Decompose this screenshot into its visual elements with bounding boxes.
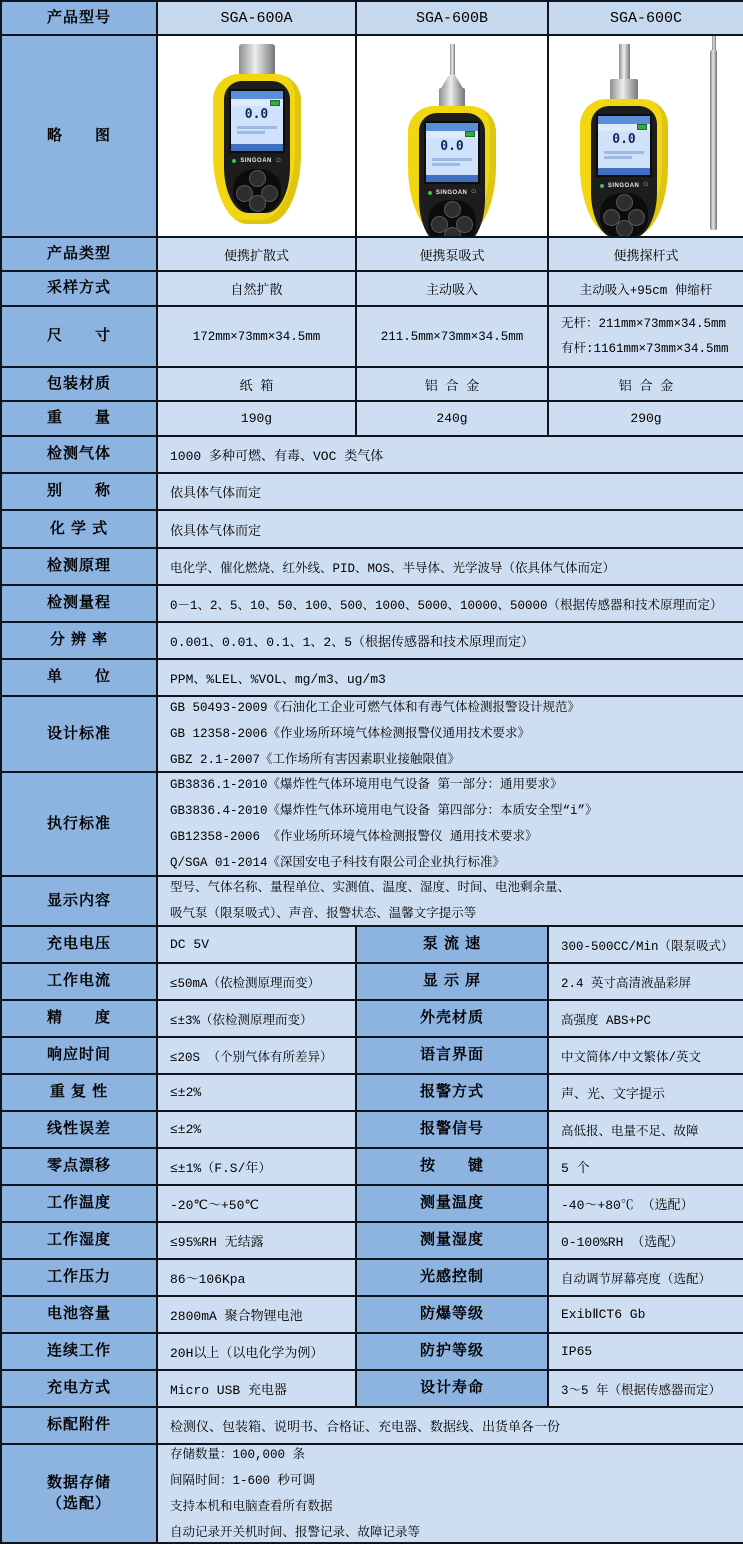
table-row xyxy=(2,368,743,402)
row-label: 按 键 xyxy=(357,1149,549,1186)
row-value: 自然扩散 xyxy=(158,272,357,307)
row-value: 自动调节屏幕亮度（选配） xyxy=(549,1260,743,1297)
row-value: 主动吸入 xyxy=(357,272,549,307)
product-image-sga-600b xyxy=(357,36,549,238)
row-label: 包装材质 xyxy=(2,368,158,402)
row-label: 线性误差 xyxy=(2,1112,158,1149)
model-name-sga-600b: SGA-600B xyxy=(357,2,549,36)
screen-bottom-bar xyxy=(231,144,283,151)
row-value: 3～5 年（根据传感器而定） xyxy=(549,1371,743,1408)
table-row xyxy=(2,1075,743,1112)
device-screen xyxy=(229,89,285,153)
row-value: ≤±3%（依检测原理而变） xyxy=(158,1001,357,1038)
row-label: 电池容量 xyxy=(2,1297,158,1334)
row-value: PPM、%LEL、%VOL、mg/m3、ug/m3 xyxy=(158,660,743,697)
table-row xyxy=(2,511,743,549)
row-label-line: （选配） xyxy=(47,1494,111,1514)
storage-line: 间隔时间：1-600 秒可调 xyxy=(170,1468,315,1494)
row-value: ≤±2% xyxy=(158,1112,357,1149)
button-cluster xyxy=(428,200,476,238)
row-value: 0-100%RH （选配） xyxy=(549,1223,743,1260)
screen-reading: 0.0 xyxy=(598,131,650,149)
row-value xyxy=(158,697,743,773)
row-label: 检测气体 xyxy=(2,437,158,474)
row-value: 中文简体/中文繁体/英文 xyxy=(549,1038,743,1075)
dimension-line: 有杆:1161mm×73mm×34.5mm xyxy=(561,337,729,362)
standard-line: GB12358-2006 《作业场所环境气体检测报警仪 通用技术要求》 xyxy=(170,824,538,850)
row-value: ≤±1%（F.S/年） xyxy=(158,1149,357,1186)
table-row xyxy=(2,1371,743,1408)
storage-line: 存储数量：100,000 条 xyxy=(170,1445,305,1468)
table-row-header xyxy=(2,2,743,36)
table-row xyxy=(2,1186,743,1223)
row-label: 报警信号 xyxy=(357,1112,549,1149)
table-row xyxy=(2,660,743,697)
row-label: 报警方式 xyxy=(357,1075,549,1112)
row-label: 泵 流 速 xyxy=(357,927,549,964)
row-value: 290g xyxy=(549,402,743,437)
menu-button-icon xyxy=(249,170,266,187)
telescopic-rod-icon xyxy=(710,50,717,230)
table-row xyxy=(2,1001,743,1038)
table-row xyxy=(2,238,743,272)
standard-line: GB 50493-2009《石油化工企业可燃气体和有毒气体检测报警设计规范》 xyxy=(170,697,580,721)
row-label: 精 度 xyxy=(2,1001,158,1038)
table-row xyxy=(2,1408,743,1445)
row-value xyxy=(549,307,743,368)
row-value: 5 个 xyxy=(549,1149,743,1186)
row-label: 零点漂移 xyxy=(2,1149,158,1186)
row-value: -40～+80℃ （选配） xyxy=(549,1186,743,1223)
row-label: 单 位 xyxy=(2,660,158,697)
row-label: 工作电流 xyxy=(2,964,158,1001)
sensor-cap-icon xyxy=(610,79,638,101)
row-value: 检测仪、包装箱、说明书、合格证、充电器、数据线、出货单各一份 xyxy=(158,1408,743,1445)
row-value: 190g xyxy=(158,402,357,437)
row-label: 语言界面 xyxy=(357,1038,549,1075)
row-label: 重 复 性 xyxy=(2,1075,158,1112)
table-row xyxy=(2,1260,743,1297)
standard-line: GB 12358-2006《作业场所环境气体检测报警仪通用技术要求》 xyxy=(170,721,530,747)
row-label: 工作湿度 xyxy=(2,1223,158,1260)
model-name-sga-600a: SGA-600A xyxy=(158,2,357,36)
table-row xyxy=(2,474,743,511)
row-label: 工作压力 xyxy=(2,1260,158,1297)
row-label: 显示内容 xyxy=(2,877,158,927)
row-value: ExibⅡCT6 Gb xyxy=(549,1297,743,1334)
table-row xyxy=(2,307,743,368)
brand-text: SINGOAN xyxy=(608,183,640,189)
standard-line: GB3836.4-2010《爆炸性气体环境用电气设备 第四部分：本质安全型“i”》 xyxy=(170,798,598,824)
row-label: 充电方式 xyxy=(2,1371,158,1408)
row-value: DC 5V xyxy=(158,927,357,964)
probe-cone-icon xyxy=(441,75,463,88)
display-content-line: 型号、气体名称、量程单位、实测值、温度、湿度、时间、电池剩余量、 xyxy=(170,877,570,901)
device-screen xyxy=(424,121,480,185)
device-screen xyxy=(596,114,652,178)
screen-reading: 0.0 xyxy=(426,138,478,156)
row-value: 便携泵吸式 xyxy=(357,238,549,272)
power-icon: ⏻ xyxy=(643,182,648,189)
device-body xyxy=(408,106,496,237)
row-label: 连续工作 xyxy=(2,1334,158,1371)
battery-icon xyxy=(637,124,647,130)
table-row xyxy=(2,773,743,877)
screen-text-line xyxy=(237,131,265,134)
header-label: 产品型号 xyxy=(2,2,158,36)
row-value: 0.001、0.01、0.1、1、2、5（根据传感器和技术原理而定） xyxy=(158,623,743,660)
row-label: 设计标准 xyxy=(2,697,158,773)
table-row xyxy=(2,1149,743,1186)
row-label: 重 量 xyxy=(2,402,158,437)
row-label: 尺 寸 xyxy=(2,307,158,368)
row-label: 检测量程 xyxy=(2,586,158,623)
product-image-sga-600c xyxy=(549,36,743,238)
screen-title-bar xyxy=(231,91,283,99)
row-value: 依具体气体而定 xyxy=(158,474,743,511)
button-cluster xyxy=(600,193,648,237)
sensor-cap-icon xyxy=(439,88,465,107)
row-value: 2.4 英寸高清液晶彩屏 xyxy=(549,964,743,1001)
row-value: 依具体气体而定 xyxy=(158,511,743,549)
sensor-cap-icon xyxy=(239,44,275,76)
table-row xyxy=(2,1334,743,1371)
table-row xyxy=(2,1297,743,1334)
row-label: 分 辨 率 xyxy=(2,623,158,660)
row-value: 铝 合 金 xyxy=(549,368,743,402)
row-value: 0－1、2、5、10、50、100、500、1000、5000、10000、50000（根据传感器和技术原理而定） xyxy=(158,586,743,623)
row-value: 300-500CC/Min（限泵吸式） xyxy=(549,927,743,964)
row-value: 声、光、文字提示 xyxy=(549,1075,743,1112)
screen-status-bar xyxy=(231,99,283,106)
table-row xyxy=(2,964,743,1001)
probe-rod-icon xyxy=(450,44,455,75)
row-label: 响应时间 xyxy=(2,1038,158,1075)
row-label: 显 示 屏 xyxy=(357,964,549,1001)
table-row xyxy=(2,1223,743,1260)
screen-text-line xyxy=(237,126,277,129)
power-icon: ⏻ xyxy=(276,158,281,165)
table-row xyxy=(2,697,743,773)
table-row xyxy=(2,877,743,927)
table-row xyxy=(2,1445,743,1544)
row-value xyxy=(158,1445,743,1544)
brand-text: SINGOAN xyxy=(436,190,468,196)
storage-line: 自动记录开关机时间、报警记录、故障记录等 xyxy=(170,1520,420,1544)
row-label-line: 数据存储 xyxy=(47,1473,111,1493)
row-value: 2800mA 聚合物锂电池 xyxy=(158,1297,357,1334)
table-row xyxy=(2,927,743,964)
battery-icon xyxy=(270,100,280,106)
row-value: 电化学、催化燃烧、红外线、PID、MOS、半导体、光学波导（依具体气体而定） xyxy=(158,549,743,586)
status-led-icon xyxy=(600,184,604,188)
button-cluster xyxy=(233,169,281,213)
standard-line: Q/SGA 01-2014《深国安电子科技有限公司企业执行标准》 xyxy=(170,850,505,876)
row-value: 1000 多种可燃、有毒、VOC 类气体 xyxy=(158,437,743,474)
model-name-sga-600c: SGA-600C xyxy=(549,2,743,36)
storage-line: 支持本机和电脑查看所有数据 xyxy=(170,1494,333,1520)
dimension-line: 无杆：211mm×73mm×34.5mm xyxy=(561,312,726,337)
status-led-icon xyxy=(232,159,236,163)
product-image-sga-600a xyxy=(158,36,357,238)
row-value: 纸 箱 xyxy=(158,368,357,402)
row-label: 标配附件 xyxy=(2,1408,158,1445)
row-label: 外壳材质 xyxy=(357,1001,549,1038)
row-value: Micro USB 充电器 xyxy=(158,1371,357,1408)
row-label: 检测原理 xyxy=(2,549,158,586)
row-label: 测量湿度 xyxy=(357,1223,549,1260)
row-value: 便携探杆式 xyxy=(549,238,743,272)
device-body xyxy=(580,99,668,236)
row-value: 便携扩散式 xyxy=(158,238,357,272)
sketch-label: 略 图 xyxy=(2,36,158,238)
standard-line: GBZ 2.1-2007《工作场所有害因素职业接触限值》 xyxy=(170,747,460,773)
row-label: 测量温度 xyxy=(357,1186,549,1223)
row-label: 防护等级 xyxy=(357,1334,549,1371)
power-icon: ⏻ xyxy=(471,189,476,196)
display-content-line: 吸气泵（限泵吸式）、声音、报警状态、温馨文字提示等 xyxy=(170,901,476,927)
row-value: 高低报、电量不足、故障 xyxy=(549,1112,743,1149)
standard-line: GB3836.1-2010《爆炸性气体环境用电气设备 第一部分：通用要求》 xyxy=(170,773,563,798)
row-value: 主动吸入+95cm 伸缩杆 xyxy=(549,272,743,307)
row-label: 设计寿命 xyxy=(357,1371,549,1408)
row-value xyxy=(158,773,743,877)
row-value: 86～106Kpa xyxy=(158,1260,357,1297)
row-value: IP65 xyxy=(549,1334,743,1371)
row-label: 执行标准 xyxy=(2,773,158,877)
row-label: 工作温度 xyxy=(2,1186,158,1223)
row-value: 211.5mm×73mm×34.5mm xyxy=(357,307,549,368)
row-label: 光感控制 xyxy=(357,1260,549,1297)
row-value: 20H以上（以电化学为例） xyxy=(158,1334,357,1371)
battery-icon xyxy=(465,131,475,137)
enter-button-icon xyxy=(249,195,266,212)
row-value: ≤±2% xyxy=(158,1075,357,1112)
row-value: ≤20S （个别气体有所差异） xyxy=(158,1038,357,1075)
row-label: 化 学 式 xyxy=(2,511,158,549)
row-value: 高强度 ABS+PC xyxy=(549,1001,743,1038)
table-row xyxy=(2,402,743,437)
row-label: 别 称 xyxy=(2,474,158,511)
table-row-sketch xyxy=(2,36,743,238)
row-label: 充电电压 xyxy=(2,927,158,964)
screen-reading: 0.0 xyxy=(231,106,283,124)
row-value: -20℃～+50℃ xyxy=(158,1186,357,1223)
probe-rod-icon xyxy=(619,44,630,79)
row-label xyxy=(2,1445,158,1544)
table-row xyxy=(2,272,743,307)
row-label: 采样方式 xyxy=(2,272,158,307)
table-row xyxy=(2,586,743,623)
row-value: 172mm×73mm×34.5mm xyxy=(158,307,357,368)
row-value xyxy=(158,877,743,927)
brand-text: SINGOAN xyxy=(240,158,272,164)
table-row xyxy=(2,623,743,660)
row-label: 产品类型 xyxy=(2,238,158,272)
device-body xyxy=(213,74,301,224)
row-value: 240g xyxy=(357,402,549,437)
row-value: ≤50mA（依检测原理而变） xyxy=(158,964,357,1001)
row-value: 铝 合 金 xyxy=(357,368,549,402)
row-value: ≤95%RH 无结露 xyxy=(158,1223,357,1260)
table-row xyxy=(2,437,743,474)
status-led-icon xyxy=(428,191,432,195)
table-row xyxy=(2,1038,743,1075)
table-row xyxy=(2,1112,743,1149)
row-label: 防爆等级 xyxy=(357,1297,549,1334)
table-row xyxy=(2,549,743,586)
